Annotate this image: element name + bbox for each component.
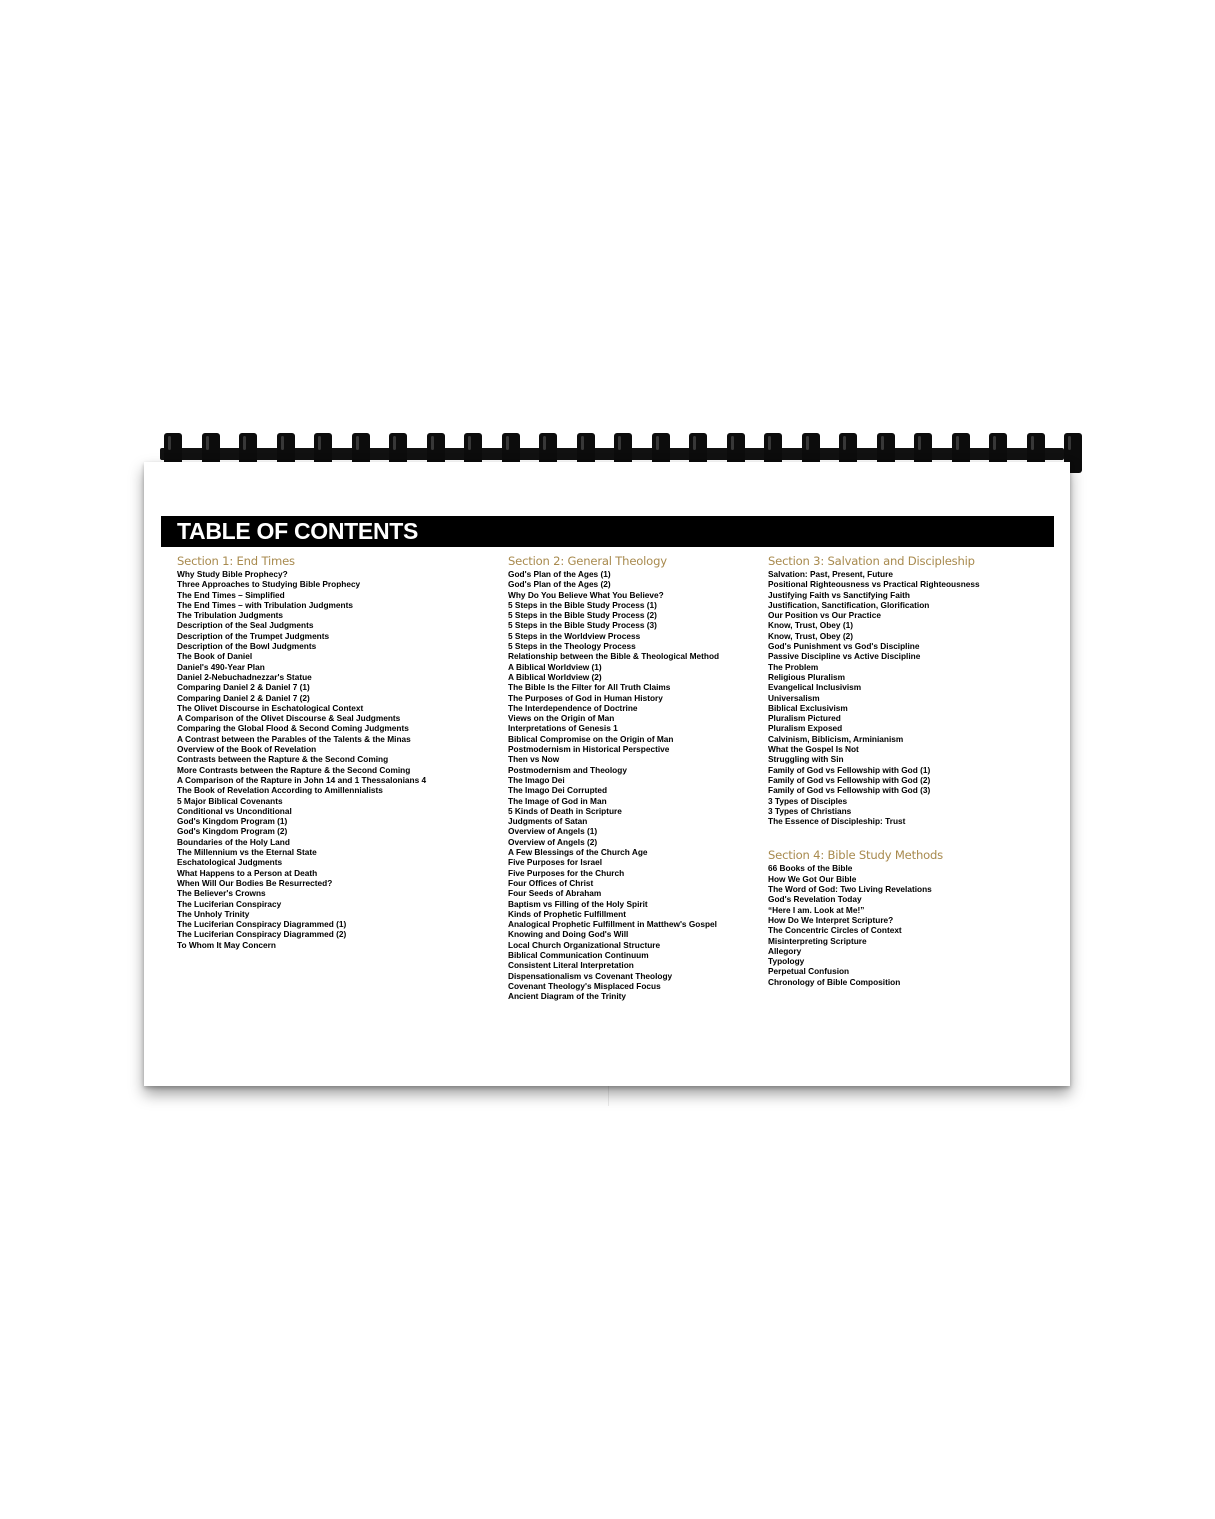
toc-entry: The Bible Is the Filter for All Truth Claims [508, 682, 671, 693]
toc-entry: The Book of Revelation According to Amillennialists [177, 785, 383, 796]
toc-entry: A Few Blessings of the Church Age [508, 847, 648, 858]
toc-entry: Know, Trust, Obey (1) [768, 620, 853, 631]
toc-entry: The End Times – with Tribulation Judgments [177, 599, 353, 610]
toc-entry: Ancient Diagram of the Trinity [508, 991, 627, 1002]
toc-entry: The Imago Dei [508, 774, 565, 785]
toc-entry: Pluralism Pictured [768, 713, 841, 724]
toc-entry: Judgments of Satan [508, 816, 588, 827]
toc-entry: Three Approaches to Studying Bible Prophecy [177, 579, 361, 590]
toc-entry: “Here I am. Look at Me!” [768, 904, 865, 915]
toc-entry: Typology [768, 956, 805, 967]
toc-entry: Overview of Angels (1) [508, 826, 598, 837]
toc-entry: Knowing and Doing God's Will [508, 929, 629, 940]
toc-entry: A Comparison of the Rapture in John 14 and 1 Thessalonians 4 [177, 774, 427, 785]
toc-entry: More Contrasts between the Rapture & the Second Coming [177, 764, 411, 775]
toc-entry: Description of the Seal Judgments [177, 620, 314, 631]
toc-entry: Contrasts between the Rapture & the Second Coming [177, 754, 389, 765]
section-end-times [177, 554, 497, 950]
toc-entry: The Image of God in Man [508, 795, 607, 806]
toc-entry: The End Times – Simplified [177, 589, 285, 600]
toc-entry: Why Study Bible Prophecy? [177, 569, 288, 579]
toc-entry: The Purposes of God in Human History [508, 692, 663, 703]
toc-entry: God's Kingdom Program (1) [177, 816, 288, 827]
toc-entry: Comparing Daniel 2 & Daniel 7 (1) [177, 682, 310, 693]
toc-entry: The Word of God: Two Living Revelations [768, 884, 932, 895]
toc-entry: God's Kingdom Program (2) [177, 826, 288, 837]
toc-entry: To Whom It May Concern [177, 939, 276, 950]
toc-entry: God's Plan of the Ages (2) [508, 579, 611, 590]
toc-entry: Local Church Organizational Structure [508, 939, 661, 950]
toc-entry: The Unholy Trinity [177, 908, 250, 919]
column-2 [508, 554, 758, 1001]
toc-entry: Biblical Compromise on the Origin of Man [508, 733, 674, 744]
toc-entry: Daniel 2-Nebuchadnezzar's Statue [177, 671, 312, 682]
toc-entry: A Biblical Worldview (2) [508, 671, 602, 682]
toc-entry: How Do We Interpret Scripture? [768, 914, 894, 925]
column-3 [768, 554, 1058, 987]
toc-entry: Five Purposes for the Church [508, 867, 625, 878]
toc-entry: How We Got Our Bible [768, 873, 857, 884]
toc-entry: Family of God vs Fellowship with God (2) [768, 774, 931, 785]
toc-entry: Calvinism, Biblicism, Arminianism [768, 733, 904, 744]
toc-entry: The Millennium vs the Eternal State [177, 847, 317, 858]
toc-entry: Justifying Faith vs Sanctifying Faith [768, 589, 910, 600]
section-bible-study-methods [768, 848, 1058, 987]
toc-entry: The Imago Dei Corrupted [508, 785, 608, 796]
toc-entry: Passive Discipline vs Active Discipline [768, 651, 921, 662]
toc-entry: God's Revelation Today [768, 894, 862, 905]
section-salvation-discipleship [768, 554, 1058, 826]
section-heading: Section 4: Bible Study Methods [768, 848, 943, 863]
toc-entry: The Tribulation Judgments [177, 610, 284, 621]
toc-entry: Daniel's 490-Year Plan [177, 661, 265, 672]
toc-entry: Overview of Angels (2) [508, 836, 598, 847]
toc-entry: 5 Steps in the Bible Study Process (3) [508, 620, 657, 631]
toc-entry: Eschatological Judgments [177, 857, 283, 868]
toc-entry: Religious Pluralism [768, 671, 845, 682]
booklet-page [144, 462, 1070, 1086]
toc-entry: God's Plan of the Ages (1) [508, 569, 611, 579]
toc-entry: Conditional vs Unconditional [177, 805, 292, 816]
toc-entry: Interpretations of Genesis 1 [508, 723, 618, 734]
toc-entry: Description of the Trumpet Judgments [177, 630, 330, 641]
toc-entry: 5 Kinds of Death in Scripture [508, 805, 622, 816]
toc-entry: 66 Books of the Bible [768, 863, 853, 874]
toc-entry: A Contrast between the Parables of the Talents & the Minas [177, 733, 411, 744]
toc-entry: Comparing the Global Flood & Second Coming Judgments [177, 723, 409, 734]
toc-entry: Pluralism Exposed [768, 723, 843, 734]
toc-entry: 3 Types of Christians [768, 805, 852, 816]
toc-entry: 5 Major Biblical Covenants [177, 795, 283, 806]
toc-entry: Chronology of Bible Composition [768, 976, 901, 987]
toc-entry: The Problem [768, 661, 819, 672]
entry-list [508, 569, 758, 1001]
toc-entry: Misinterpreting Scripture [768, 935, 867, 946]
toc-entry: Views on the Origin of Man [508, 713, 615, 724]
toc-entry: 5 Steps in the Worldview Process [508, 630, 641, 641]
toc-entry: Biblical Communication Continuum [508, 949, 649, 960]
toc-entry: A Comparison of the Olivet Discourse & Seal Judgments [177, 713, 401, 724]
toc-entry: The Believer's Crowns [177, 888, 266, 899]
column-1 [177, 554, 497, 950]
page-title: TABLE OF CONTENTS [177, 518, 419, 544]
entry-list [768, 569, 1058, 826]
toc-entry: Comparing Daniel 2 & Daniel 7 (2) [177, 692, 310, 703]
toc-entry: The Luciferian Conspiracy Diagrammed (2) [177, 929, 347, 940]
title-bar [161, 516, 1054, 547]
toc-entry: Our Position vs Our Practice [768, 610, 881, 621]
toc-entry: 5 Steps in the Bible Study Process (1) [508, 599, 657, 610]
toc-entry: Description of the Bowl Judgments [177, 641, 317, 652]
toc-entry: The Concentric Circles of Context [768, 925, 902, 936]
toc-entry: Dispensationalism vs Covenant Theology [508, 970, 673, 981]
section-general-theology [508, 554, 758, 1001]
toc-entry: The Interdependence of Doctrine [508, 702, 638, 713]
toc-entry: Family of God vs Fellowship with God (3) [768, 785, 931, 796]
toc-entry: Justification, Sanctification, Glorification [768, 599, 930, 610]
toc-entry: Boundaries of the Holy Land [177, 836, 290, 847]
toc-entry: Consistent Literal Interpretation [508, 960, 634, 971]
toc-entry: Covenant Theology's Misplaced Focus [508, 980, 661, 991]
toc-entry: Know, Trust, Obey (2) [768, 630, 853, 641]
section-heading: Section 1: End Times [177, 554, 295, 568]
toc-entry: Salvation: Past, Present, Future [768, 569, 893, 579]
toc-entry: Perpetual Confusion [768, 966, 850, 977]
toc-entry: Four Offices of Christ [508, 877, 594, 888]
toc-entry: God's Punishment vs God's Discipline [768, 641, 920, 652]
toc-entry: The Olivet Discourse in Eschatological Context [177, 702, 364, 713]
toc-entry: Evangelical Inclusivism [768, 682, 862, 693]
toc-entry: Why Do You Believe What You Believe? [508, 589, 664, 600]
toc-entry: Universalism [768, 692, 820, 703]
entry-list [177, 569, 497, 950]
toc-entry: The Book of Daniel [177, 651, 253, 662]
toc-entry: Five Purposes for Israel [508, 857, 603, 868]
toc-entry: What Happens to a Person at Death [177, 867, 318, 878]
toc-entry: Allegory [768, 945, 802, 956]
toc-entry: Positional Righteousness vs Practical Righteousness [768, 579, 980, 590]
toc-entry: Kinds of Prophetic Fulfillment [508, 908, 626, 919]
toc-entry: Biblical Exclusivism [768, 702, 848, 713]
toc-entry: What the Gospel Is Not [768, 744, 859, 755]
toc-entry: The Essence of Discipleship: Trust [768, 816, 906, 827]
toc-entry: Postmodernism in Historical Perspective [508, 744, 670, 755]
toc-entry: Struggling with Sin [768, 754, 844, 765]
toc-entry: Relationship between the Bible & Theological Method [508, 651, 720, 662]
toc-entry: A Biblical Worldview (1) [508, 661, 602, 672]
toc-entry: Four Seeds of Abraham [508, 888, 602, 899]
toc-entry: The Luciferian Conspiracy Diagrammed (1) [177, 919, 347, 930]
toc-entry: The Luciferian Conspiracy [177, 898, 282, 909]
toc-entry: Family of God vs Fellowship with God (1) [768, 764, 931, 775]
section-heading: Section 2: General Theology [508, 554, 667, 568]
toc-entry: Baptism vs Filling of the Holy Spirit [508, 898, 648, 909]
toc-entry: Analogical Prophetic Fulfillment in Matthew's Gospel [508, 919, 717, 930]
toc-entry: 5 Steps in the Bible Study Process (2) [508, 610, 657, 621]
toc-entry: When Will Our Bodies Be Resurrected? [177, 877, 333, 888]
toc-entry: Overview of the Book of Revelation [177, 744, 317, 755]
toc-entry: 3 Types of Disciples [768, 795, 848, 806]
section-heading: Section 3: Salvation and Discipleship [768, 554, 975, 568]
toc-entry: 5 Steps in the Theology Process [508, 641, 636, 652]
toc-entry: Postmodernism and Theology [508, 764, 627, 775]
toc-entry: Then vs Now [508, 754, 560, 765]
entry-list [768, 863, 1058, 987]
